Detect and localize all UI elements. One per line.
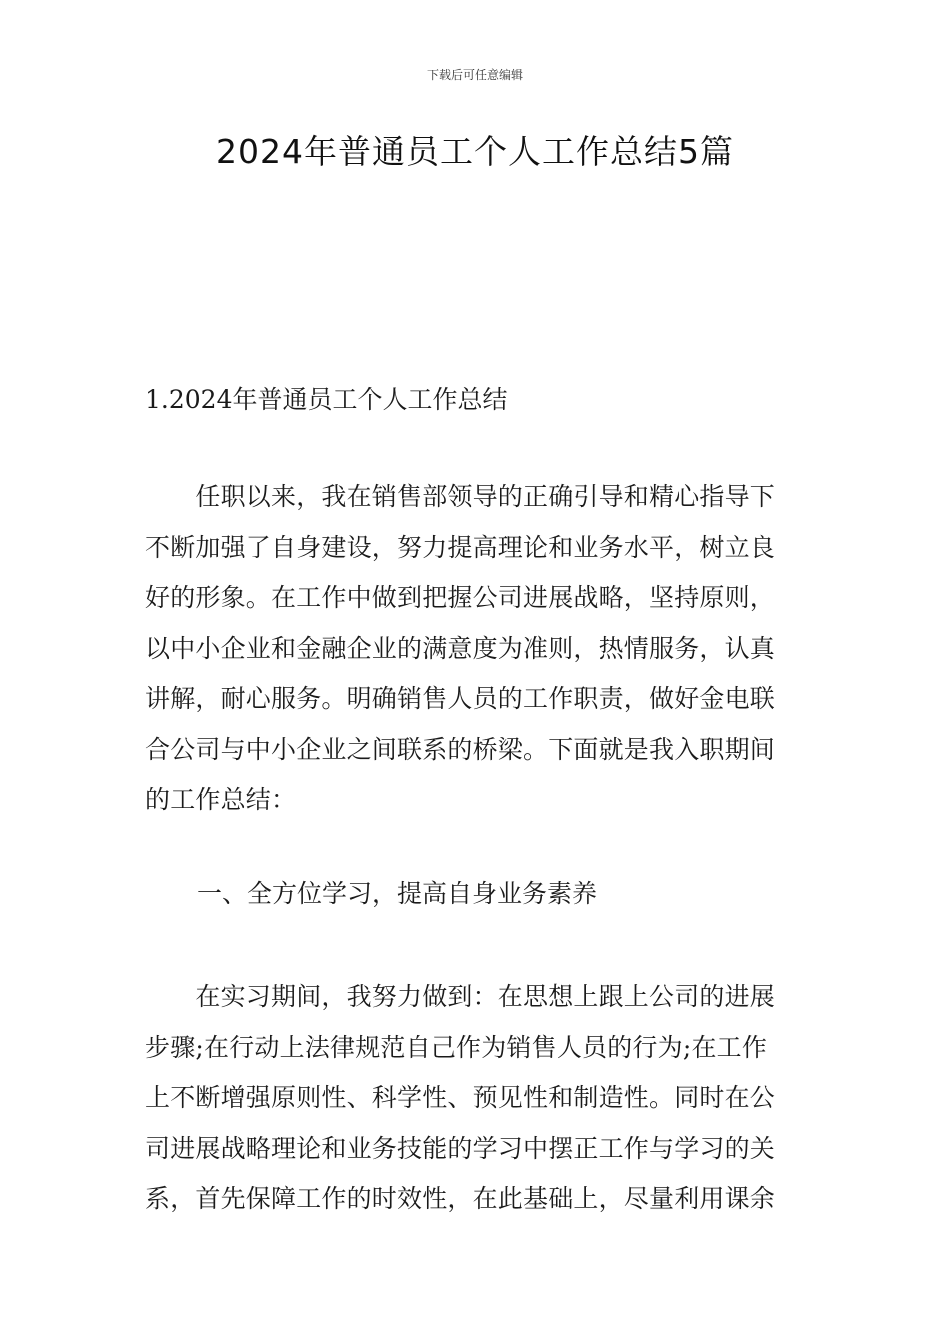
paragraph-line: 系，首先保障工作的时效性，在此基础上，尽量利用课余 — [145, 1184, 776, 1213]
paragraph-line: 步骤;在行动上法律规范自己作为销售人员的行为;在工作 — [145, 1032, 768, 1062]
paragraph-line: 以中小企业和金融企业的满意度为准则，热情服务，认真 — [145, 633, 776, 663]
paragraph-line: 不断加强了自身建设，努力提高理论和业务水平，树立良 — [145, 532, 776, 562]
paragraph-line: 的工作总结： — [145, 785, 297, 814]
section-heading: 1.2024年普通员工个人工作总结 — [145, 385, 508, 414]
paragraph-line: 司进展战略理论和业务技能的学习中摆正工作与学习的关 — [145, 1133, 776, 1163]
document-title: 2024年普通员工个人工作总结5篇 — [216, 132, 734, 171]
paragraph-internship — [145, 972, 807, 1225]
paragraph-line: 任职以来，我在销售部领导的正确引导和精心指导下 — [145, 482, 776, 511]
paragraph-line: 上不断增强原则性、科学性、预见性和制造性。同时在公 — [145, 1083, 776, 1112]
subheading-learning: 一、全方位学习，提高自身业务素养 — [197, 879, 598, 908]
paragraph-intro — [145, 472, 807, 826]
paragraph-line: 好的形象。在工作中做到把握公司进展战略，坚持原则， — [145, 583, 776, 612]
paragraph-line: 在实习期间，我努力做到：在思想上跟上公司的进展 — [145, 982, 776, 1011]
paragraph-line: 合公司与中小企业之间联系的桥梁。下面就是我入职期间 — [145, 734, 776, 764]
header-note: 下载后可任意编辑 — [426, 68, 523, 82]
paragraph-line: 讲解，耐心服务。明确销售人员的工作职责，做好金电联 — [145, 684, 776, 713]
